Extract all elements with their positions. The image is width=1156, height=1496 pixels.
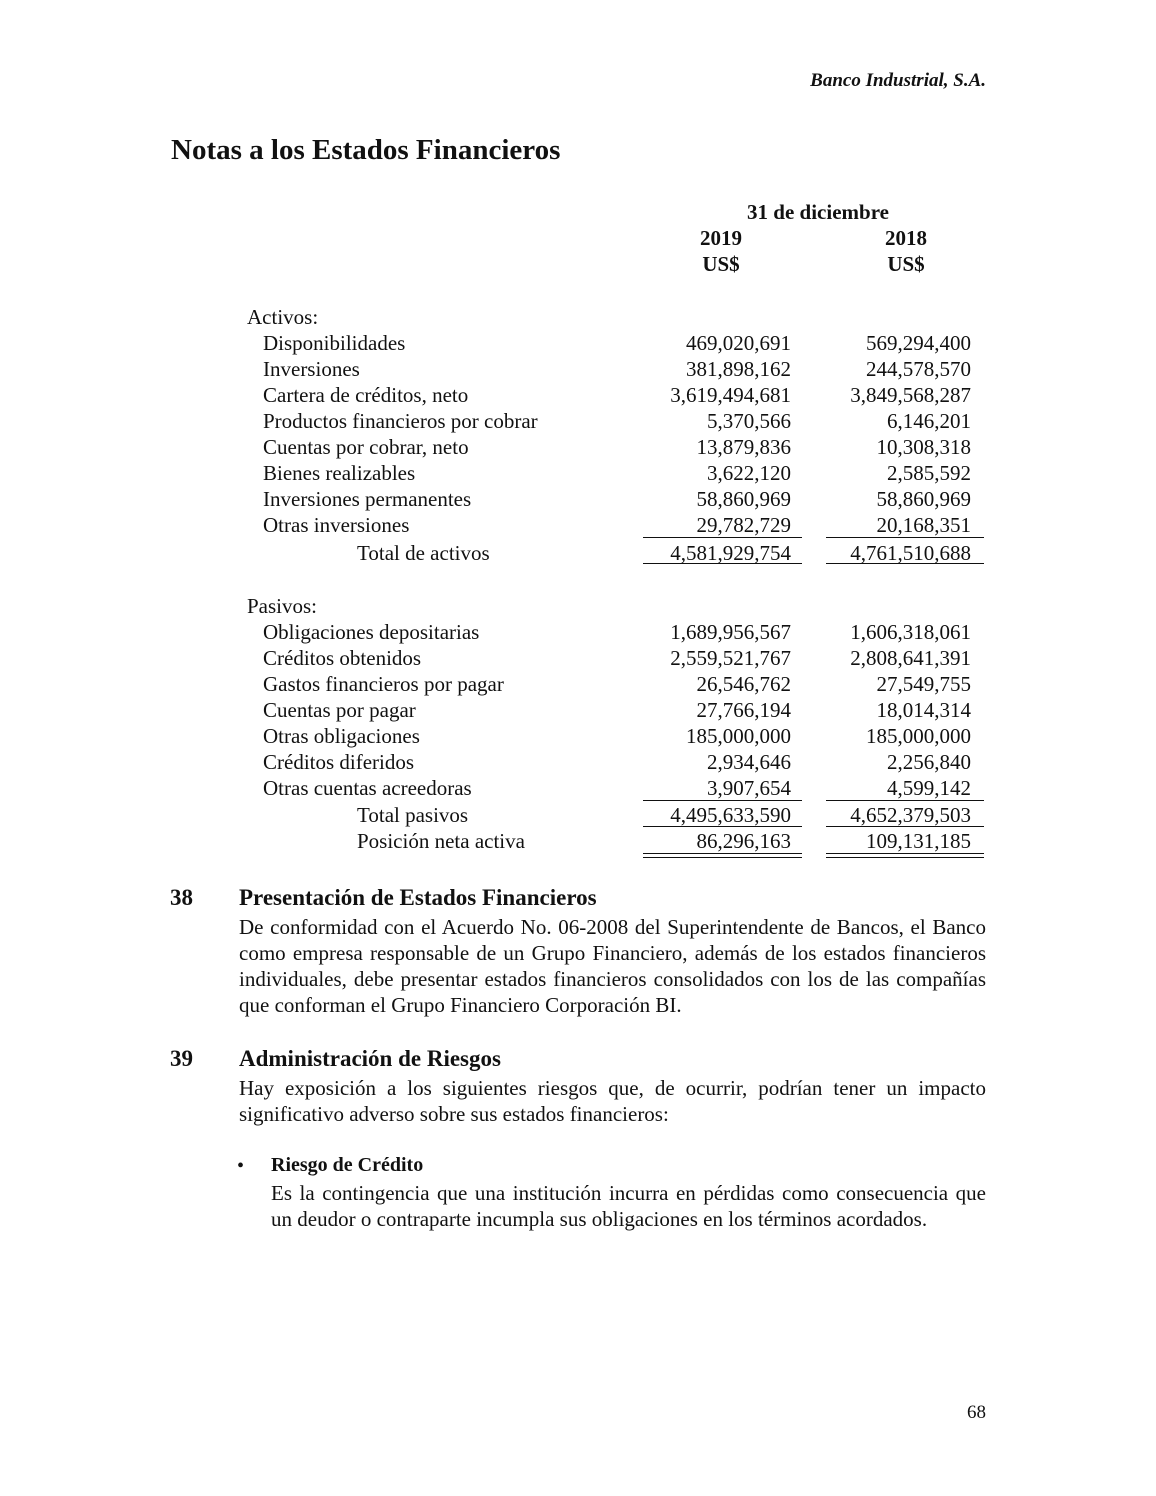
row-label: Posición neta activa bbox=[357, 829, 525, 853]
value-2019: 3,622,120 bbox=[707, 461, 791, 485]
value-2019: 3,907,654 bbox=[707, 776, 791, 800]
value-2019: 58,860,969 bbox=[696, 487, 791, 511]
double-rule-2019 bbox=[643, 853, 802, 858]
table-row bbox=[0, 330, 1156, 356]
assets-heading-row bbox=[0, 304, 1156, 330]
row-label: Obligaciones depositarias bbox=[263, 620, 480, 644]
table-row bbox=[0, 434, 1156, 460]
value-2019: 2,559,521,767 bbox=[670, 646, 791, 670]
value-2018: 569,294,400 bbox=[866, 331, 971, 355]
page-title: Notas a los Estados Financieros bbox=[171, 134, 561, 166]
value-2019: 469,020,691 bbox=[686, 331, 791, 355]
col-2019-year: 2019 bbox=[700, 226, 742, 250]
table-row bbox=[0, 697, 1156, 723]
col-2019-currency: US$ bbox=[702, 252, 740, 276]
row-label: Productos financieros por cobrar bbox=[263, 409, 538, 433]
value-2019: 86,296,163 bbox=[696, 829, 791, 853]
row-label: Créditos diferidos bbox=[263, 750, 415, 774]
row-label: Cuentas por cobrar, neto bbox=[263, 435, 469, 459]
liabilities-heading: Pasivos: bbox=[247, 594, 318, 618]
row-label: Créditos obtenidos bbox=[263, 646, 422, 670]
subtotal-rule-2018 bbox=[826, 800, 984, 801]
value-2019: 3,619,494,681 bbox=[670, 383, 791, 407]
liabilities-heading-row bbox=[0, 593, 1156, 619]
table-row bbox=[0, 486, 1156, 512]
row-label: Cuentas por pagar bbox=[263, 698, 416, 722]
value-2018: 2,256,840 bbox=[887, 750, 971, 774]
row-label: Cartera de créditos, neto bbox=[263, 383, 469, 407]
value-2018: 10,308,318 bbox=[876, 435, 971, 459]
value-2019: 2,934,646 bbox=[707, 750, 791, 774]
table-row bbox=[0, 408, 1156, 434]
value-2019: 5,370,566 bbox=[707, 409, 791, 433]
value-2019: 29,782,729 bbox=[696, 513, 791, 537]
row-label: Inversiones permanentes bbox=[263, 487, 472, 511]
value-2019: 26,546,762 bbox=[696, 672, 791, 696]
value-2018: 4,599,142 bbox=[887, 776, 971, 800]
bullet-title: Riesgo de Crédito bbox=[271, 1154, 424, 1176]
value-2018: 18,014,314 bbox=[876, 698, 971, 722]
section-38-title: Presentación de Estados Financieros bbox=[239, 885, 597, 910]
row-label: Total pasivos bbox=[357, 803, 469, 827]
table-row bbox=[0, 619, 1156, 645]
section-39-title: Administración de Riesgos bbox=[239, 1046, 501, 1071]
double-rule-2018 bbox=[826, 853, 984, 858]
total-liabilities-row bbox=[0, 802, 1156, 828]
total-rule-2018 bbox=[826, 563, 984, 564]
total-rule-2019 bbox=[643, 563, 802, 564]
value-2018: 109,131,185 bbox=[866, 829, 971, 853]
value-2018: 3,849,568,287 bbox=[850, 383, 971, 407]
value-2019: 1,689,956,567 bbox=[670, 620, 791, 644]
row-label: Total de activos bbox=[357, 541, 490, 565]
value-2018: 58,860,969 bbox=[876, 487, 971, 511]
value-2018: 244,578,570 bbox=[866, 357, 971, 381]
section-38-body: De conformidad con el Acuerdo No. 06-2008 del Superintendente de Bancos, el Banco como empresa responsable de un Grupo Financiero, además de los estados financieros individuales, debe presentar estados financieros consolidados con los de las compañías que conforman el Grupo Financiero Corporación BI. bbox=[239, 915, 986, 1017]
section-39-body: Hay exposición a los siguientes riesgos que, de ocurrir, podrían tener un impacto significativo adverso sobre sus estados financieros: bbox=[239, 1076, 986, 1126]
value-2019: 4,495,633,590 bbox=[670, 803, 791, 827]
row-label: Gastos financieros por pagar bbox=[263, 672, 504, 696]
value-2018: 4,761,510,688 bbox=[850, 541, 971, 565]
total-rule-2018 bbox=[826, 826, 984, 827]
row-label: Inversiones bbox=[263, 357, 360, 381]
value-2018: 6,146,201 bbox=[887, 409, 971, 433]
date-header: 31 de diciembre bbox=[747, 200, 889, 224]
row-label: Bienes realizables bbox=[263, 461, 416, 485]
value-2019: 381,898,162 bbox=[686, 357, 791, 381]
row-label: Otras obligaciones bbox=[263, 724, 420, 748]
value-2018: 1,606,318,061 bbox=[850, 620, 971, 644]
value-2018: 2,585,592 bbox=[887, 461, 971, 485]
table-row bbox=[0, 775, 1156, 801]
value-2018: 20,168,351 bbox=[876, 513, 971, 537]
assets-heading: Activos: bbox=[247, 305, 319, 329]
col-2018-year: 2018 bbox=[885, 226, 927, 250]
value-2018: 4,652,379,503 bbox=[850, 803, 971, 827]
value-2019: 27,766,194 bbox=[696, 698, 791, 722]
subtotal-rule-2019 bbox=[643, 800, 802, 801]
table-row bbox=[0, 723, 1156, 749]
bullet-icon: • bbox=[237, 1155, 245, 1177]
table-row bbox=[0, 460, 1156, 486]
net-position-row bbox=[0, 828, 1156, 854]
section-39-number: 39 bbox=[170, 1046, 193, 1071]
table-row bbox=[0, 645, 1156, 671]
section-38-number: 38 bbox=[170, 885, 193, 910]
table-row bbox=[0, 749, 1156, 775]
value-2019: 185,000,000 bbox=[686, 724, 791, 748]
value-2019: 13,879,836 bbox=[696, 435, 791, 459]
total-rule-2019 bbox=[643, 826, 802, 827]
value-2019: 4,581,929,754 bbox=[670, 541, 791, 565]
col-2018-currency: US$ bbox=[887, 252, 925, 276]
row-label: Otras cuentas acreedoras bbox=[263, 776, 472, 800]
table-row bbox=[0, 512, 1156, 538]
subtotal-rule-2018 bbox=[826, 537, 984, 538]
value-2018: 2,808,641,391 bbox=[850, 646, 971, 670]
company-header: Banco Industrial, S.A. bbox=[810, 70, 986, 91]
table-row bbox=[0, 382, 1156, 408]
table-row bbox=[0, 356, 1156, 382]
row-label: Otras inversiones bbox=[263, 513, 410, 537]
value-2018: 185,000,000 bbox=[866, 724, 971, 748]
bullet-body: Es la contingencia que una institución incurra en pérdidas como consecuencia que un deudor o contraparte incumpla sus obligaciones en los términos acordados. bbox=[271, 1181, 986, 1231]
value-2018: 27,549,755 bbox=[876, 672, 971, 696]
subtotal-rule-2019 bbox=[643, 537, 802, 538]
row-label: Disponibilidades bbox=[263, 331, 406, 355]
table-row bbox=[0, 671, 1156, 697]
page-number: 68 bbox=[967, 1402, 986, 1423]
